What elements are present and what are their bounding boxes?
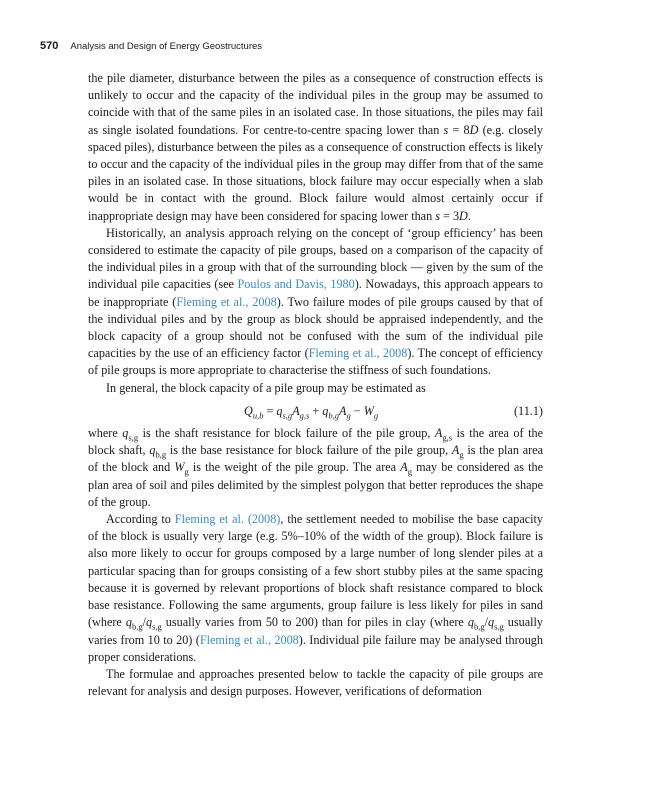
paragraph-6: The formulae and approaches presented below to tackle the capacity of pile groups are relevant for analysis and design purposes. However, verifications of deformation <box>88 666 543 699</box>
paragraph-5: According to Fleming et al. (2008), the settlement needed to mobilise the base capacity of the block is usually very large (e.g. 5%–10% of the width of the group). Block failure is also more likely to occur for groups composed by a large number of long slender piles at a particular spacing than for groups consisting of a few short stubby piles at the same spacing because it is governed by relevant proportions of block shaft resistance compared to block base resistance. Following the same arguments, group failure is less likely for piles in sand (where $q_{b,g}/q_{s,g}$ usually varies from 50 to 200) than for piles in clay (where $q_{b,g}/q_{s,g}$ usually varies from 10 to 20) (Fleming et al., 2008). Individual pile failure may be analysed through proper considerations. <box>88 512 543 664</box>
equation-number: (11.1) <box>514 403 543 418</box>
body-text <box>88 70 543 700</box>
equation-expression: $Q_{u,b} = q_{s,g}A_{g,s} + q_{b,g}A_g - W_g$ <box>244 403 379 421</box>
paragraph-2: Historically, an analysis approach relying on the concept of ‘group efficiency’ has been considered to estimate the capacity of pile groups, based on a comparison of the capacity of the individual piles in a group with that of the surrounding block — given by the sum of the individual pile capacities (see Poulos and Davis, 1980). Nowadays, this approach appears to be inappropriate (Fleming et al., 2008). Two failure modes of pile groups caused by that of the individual piles and by the group as block should be appraised independently, and the block capacity of a group should not be confused with the sum of the individual pile capacities by the use of an efficiency factor (Fleming et al., 2008). The concept of efficiency of pile groups is more appropriate to characterise the stiffness of such foundations. <box>88 225 544 378</box>
equation-11-1 <box>88 403 543 420</box>
citation-link[interactable]: Fleming et al., 2008 <box>176 294 277 309</box>
paragraph-1: the pile diameter, disturbance between the piles as a consequence of construction effects is unlikely to occur and the capacity of the individual piles in the group may be assumed to coincide with that of the same piles in an isolated case. In those situations, the piles may fail as single isolated foundations. For centre-to-centre spacing lower than s = 8D (e.g. closely spaced piles), disturbance between the piles as a consequence of construction effects is likely to occur and the capacity of the individual piles in the group may differ from that of the same piles in an isolated case. In those situations, block failure may occur especially when a slab would be in contact with the ground. Block failure would almost certainly occur if inappropriate design may have been considered for spacing lower than s = 3D. <box>88 71 543 223</box>
citation-link[interactable]: Fleming et al. (2008) <box>174 512 281 527</box>
page-number: 570 <box>40 40 59 52</box>
running-header <box>40 40 608 52</box>
paragraph-3: In general, the block capacity of a pile group may be estimated as <box>106 380 426 395</box>
running-title: Analysis and Design of Energy Geostructures <box>70 41 263 52</box>
citation-link[interactable]: Fleming et al., 2008 <box>308 346 408 361</box>
citation-link[interactable]: Fleming et al., 2008 <box>199 632 299 647</box>
paragraph-4: where $q_{s,g}$ is the shaft resistance for block failure of the pile group, $A_{g,s}$ is the area of the block shaft, $q_{b,g}$ is the base resistance for block failure of the pile group, $A_g$ is the plan area of the block and $W_g$ is the weight of the pile group. The area $A_g$ may be considered as the plan area of soil and piles delimited by the simplest polygon that better reproduces the shape of the group. <box>88 426 544 509</box>
citation-link[interactable]: Poulos and Davis, 1980 <box>237 277 355 292</box>
